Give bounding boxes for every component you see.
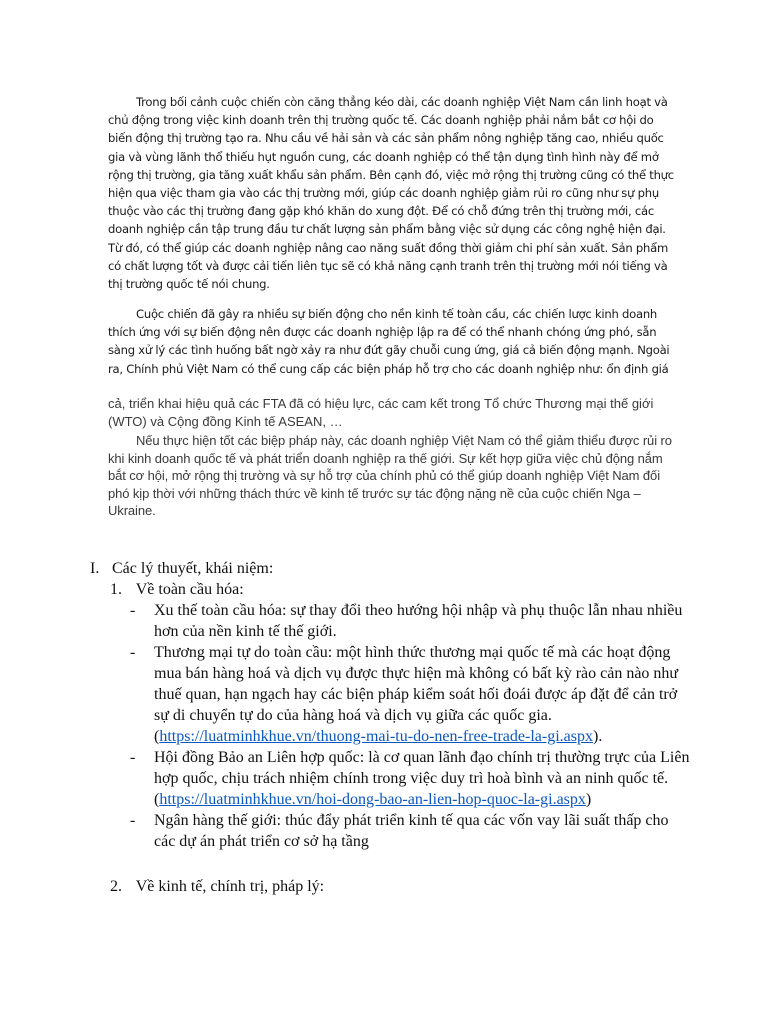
subsection-title: Về kinh tế, chính trị, pháp lý: <box>135 878 325 895</box>
bullet-text: Thương mại tự do toàn cầu: một hình thức thương mại quốc tế mà các hoạt động mua bán hàng hoá và dịch vụ được thực hiện mà không có bất kỳ rào cản nào như thuế quan, hạn ngạch hay các biện pháp kiểm soát hối đoái được áp đặt để cản trở sự di chuyển tự do của hàng hoá và dịch vụ giữa các quốc gia. <box>154 644 679 724</box>
paragraph-2: Cuộc chiến đã gây ra nhiều sự biến động cho nền kinh tế toàn cầu, các chiến lược kinh doanh thích ứng với sự biến động nên được các doanh nghiệp lập ra để có thể nhanh chóng ứng phó, sẵn sàng xử lý các tình huống bất ngờ xảy ra như đứt gãy chuỗi cung ứng, giá cả biến động mạnh. Ngoài ra, Chính phủ Việt Nam có thể cung cấp các biện pháp hỗ trợ cho các doanh nghiệp như: ổn định giá <box>108 307 670 376</box>
section-title: Các lý thuyết, khái niệm: <box>112 560 274 577</box>
bullet-item <box>130 810 690 852</box>
bullet-item <box>130 600 690 642</box>
section-number: I. <box>90 560 100 577</box>
subsection-heading-1 <box>110 579 244 600</box>
subsection-number: 2. <box>110 878 122 895</box>
reference-link[interactable]: https://luatminhkhue.vn/hoi-dong-bao-an-lien-hop-quoc-la-gi.aspx <box>159 791 586 808</box>
reference-link[interactable]: https://luatminhkhue.vn/thuong-mai-tu-do-nen-free-trade-la-gi.aspx <box>159 728 593 745</box>
paragraph-3: Nếu thực hiện tốt các biệp pháp này, các doanh nghiệp Việt Nam có thể giảm thiểu được rủi ro khi kinh doanh quốc tế và phát triển doanh nghiệp ra thế giới. Sự kết hợp giữa việc chủ động nắm bắt cơ hội, mở rộng thị trường và sự hỗ trợ của chính phủ có thể giúp doanh nghiệp Việt Nam đối phó kịp thời với những thách thức về kinh tế trước sự tác động nặng nề của cuộc chiến Nga – Ukraine. <box>108 433 672 518</box>
paragraph-2-continued: cả, triển khai hiệu quả các FTA đã có hiệu lực, các cam kết trong Tổ chức Thương mại thế giới (WTO) và Cộng đồng Kinh tế ASEAN, … <box>108 396 654 429</box>
bullet-text: Hội đồng Bảo an Liên hợp quốc: là cơ quan lãnh đạo chính trị thường trực của Liên hợp quốc, chịu trách nhiệm chính trong việc duy trì hoà bình và an ninh quốc tế. <box>154 749 690 787</box>
section-heading-1 <box>90 558 273 579</box>
paragraph-1: Trong bối cảnh cuộc chiến còn căng thẳng kéo dài, các doanh nghiệp Việt Nam cần linh hoạt và chủ động trong việc kinh doanh trên thị trường quốc tế. Các doanh nghiệp phải nắm bắt cơ hội do biến động thị trường tạo ra. Nhu cầu về hải sản và các sản phẩm nông nghiệp tăng cao, nhiều quốc gia và vùng lãnh thổ thiếu hụt nguồn cung, các doanh nghiệp có thể tận dụng tình hình này để mở rộng thị trường, gia tăng xuất khẩu sản phẩm. Bên cạnh đó, việc mở rộng thị trường cũng có thể thực hiện qua việc tham gia vào các thị trường mới, giúp các doanh nghiệp giảm rủi ro cũng như sự phụ thuộc vào các thị trường đang gặp khó khăn do xung đột. Để có chỗ đứng trên thị trường mới, các doanh nghiệp cần tập trung đầu tư chất lượng sản phẩm bằng việc sử dụng các công nghệ hiện đại. Từ đó, có thể giúp các doanh nghiệp nâng cao năng suất đồng thời giảm chi phí sản xuất. Sản phẩm có chất lượng tốt và được cải tiến liên tục sẽ có khả năng cạnh tranh trên thị trường mới nói tiếng và thị trường quốc tế nói chung. <box>108 95 674 292</box>
bullet-dash: - <box>130 749 136 766</box>
link-close-paren: ). <box>592 728 603 745</box>
subsection-title: Về toàn cầu hóa: <box>135 581 244 598</box>
bullet-item <box>130 747 690 810</box>
link-open-paren: ( <box>154 791 160 808</box>
subsection-number: 1. <box>110 581 122 598</box>
bullet-item <box>130 642 690 747</box>
link-open-paren: ( <box>154 728 160 745</box>
link-close-paren: ) <box>585 791 592 808</box>
bullet-list <box>130 600 690 852</box>
bullet-dash: - <box>130 644 136 661</box>
bullet-text: Xu thế toàn cầu hóa: sự thay đổi theo hướng hội nhập và phụ thuộc lẫn nhau nhiều hơn của nền kinh tế thế giới. <box>154 602 683 640</box>
bullet-dash: - <box>130 602 136 619</box>
bullet-text: Ngân hàng thế giới: thúc đẩy phát triển kinh tế qua các vốn vay lãi suất thấp cho các dự án phát triển cơ sở hạ tầng <box>154 812 669 850</box>
subsection-heading-2 <box>110 876 324 897</box>
bullet-dash: - <box>130 812 136 829</box>
